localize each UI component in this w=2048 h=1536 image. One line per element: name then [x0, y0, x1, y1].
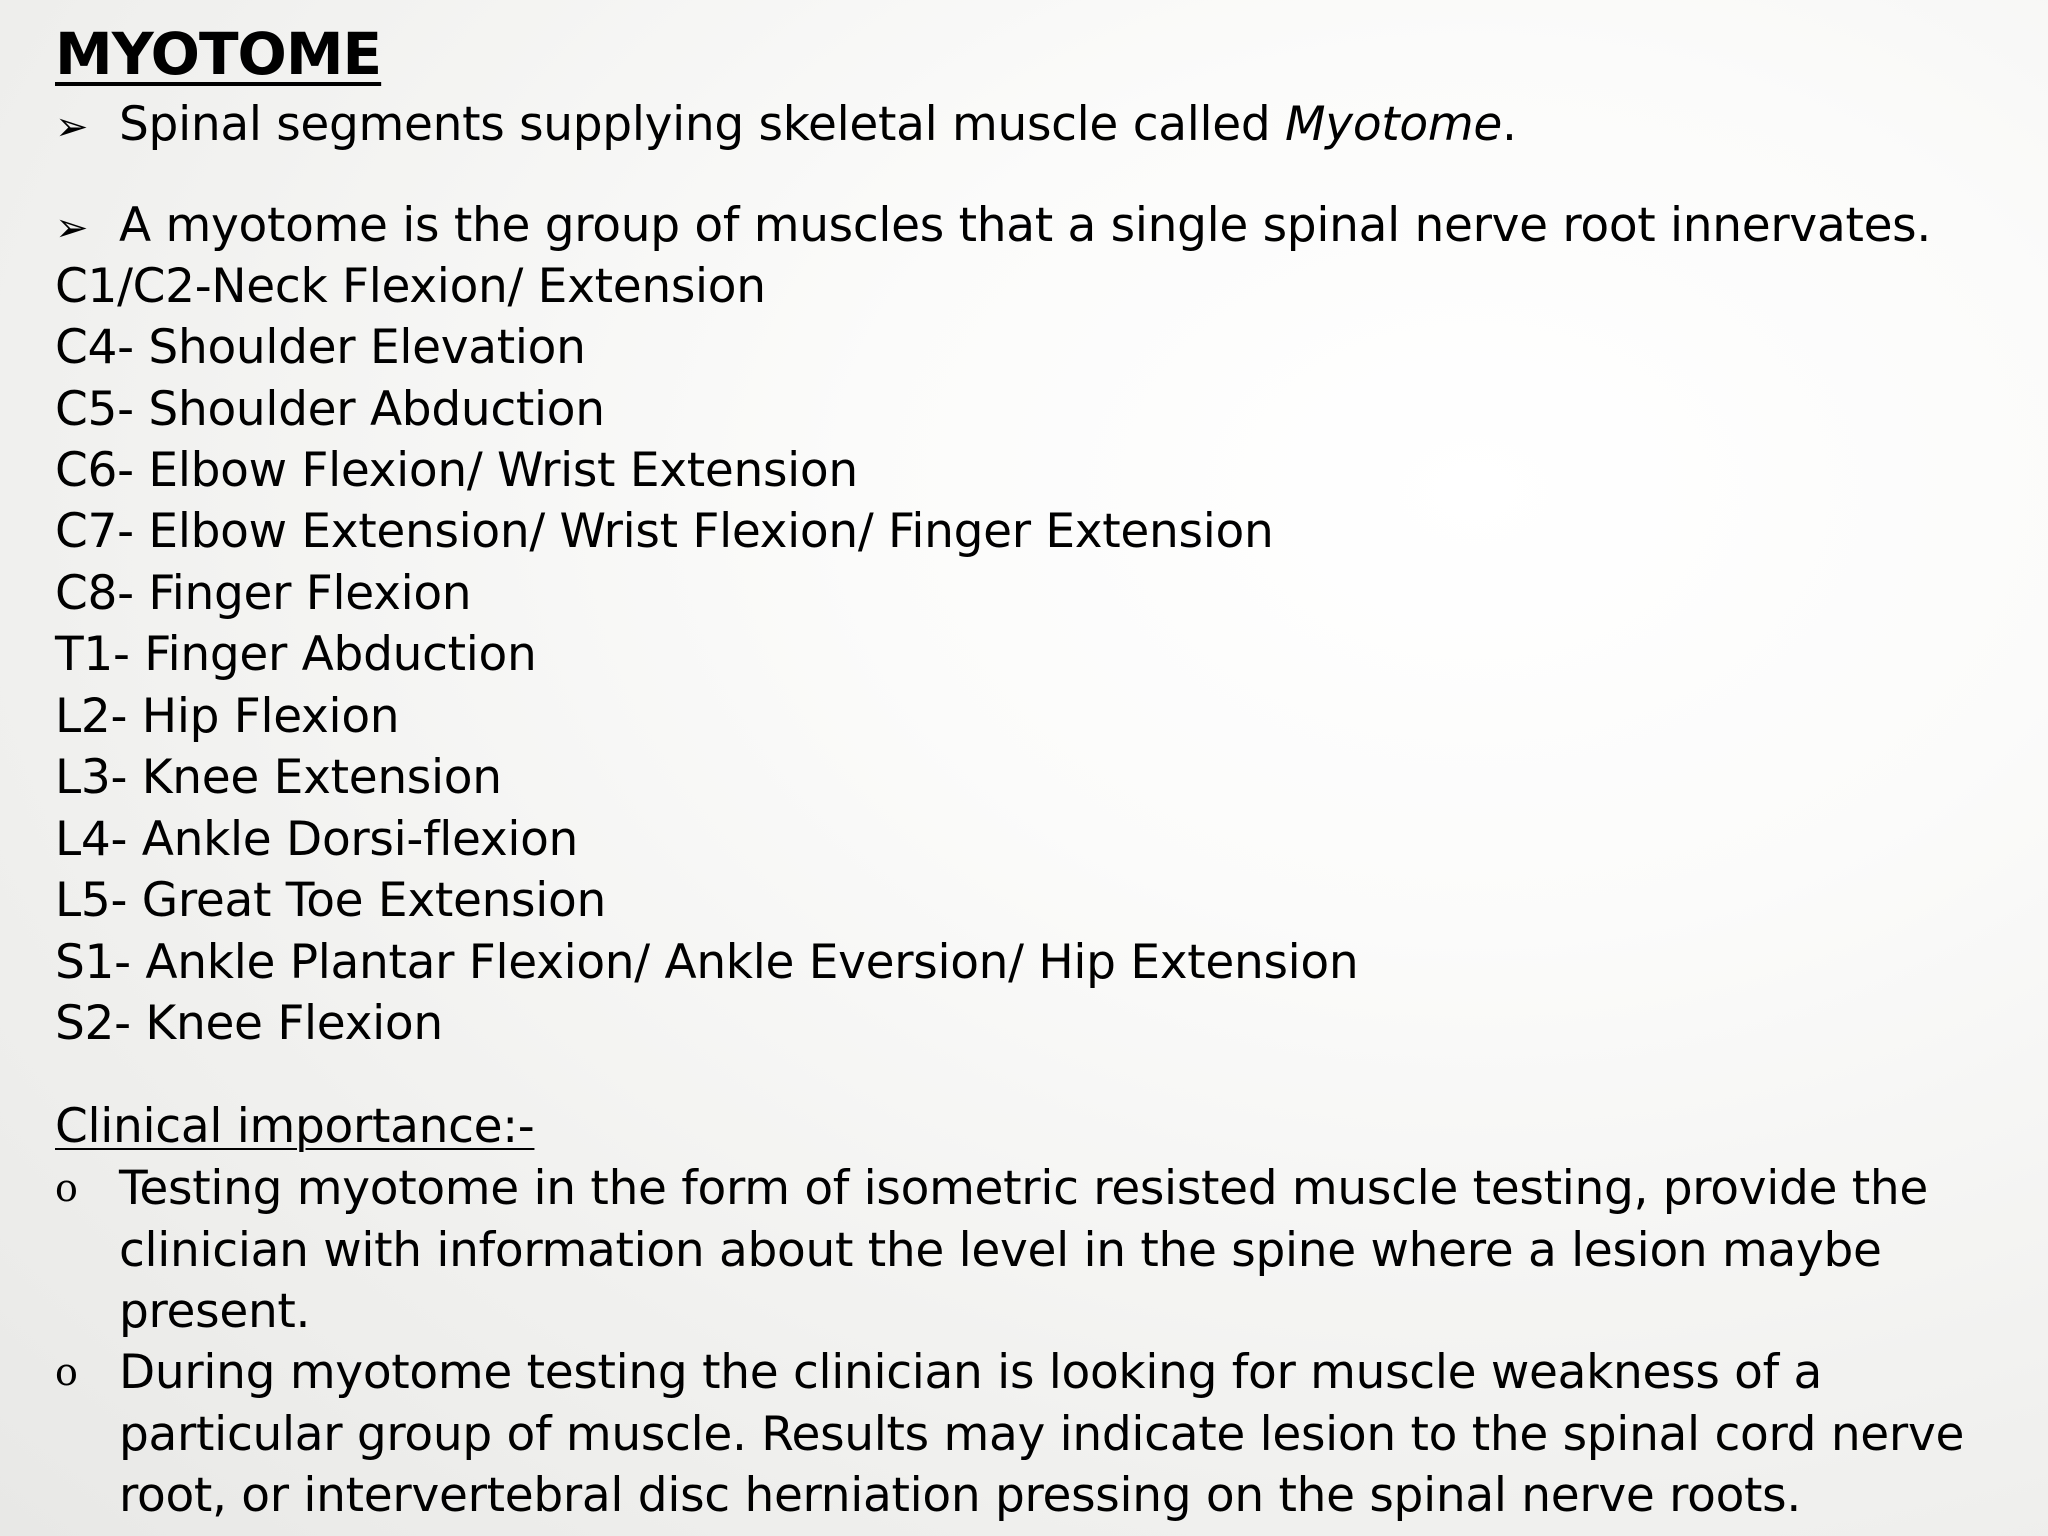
intro-text: A myotome is the group of muscles that a single spinal nerve root innervates.: [119, 198, 1932, 253]
circle-bullet-icon: o: [55, 1166, 78, 1210]
myotome-item: L2- Hip Flexion: [55, 689, 400, 744]
myotome-item: C4- Shoulder Elevation: [55, 320, 586, 375]
clinical-importance-heading: Clinical importance:-: [55, 1099, 535, 1154]
myotome-item: S1- Ankle Plantar Flexion/ Ankle Eversion/ Hip Extension: [55, 935, 1359, 990]
myotome-item: L3- Knee Extension: [55, 750, 502, 805]
myotome-item: C6- Elbow Flexion/ Wrist Extension: [55, 443, 858, 498]
arrow-bullet-icon: ➢: [55, 205, 89, 251]
myotome-item: C5- Shoulder Abduction: [55, 382, 605, 437]
clinical-point: Testing myotome in the form of isometric resisted muscle testing, provide the clinician with information about the level in the spine where a lesion maybe present.: [119, 1161, 1929, 1339]
intro-text: Spinal segments supplying skeletal muscle called: [119, 97, 1286, 152]
circle-bullet-icon: o: [55, 1350, 78, 1394]
intro-point-definition: [55, 95, 1517, 157]
myotome-item: S2- Knee Flexion: [55, 996, 443, 1051]
clinical-point: During myotome testing the clinician is looking for muscle weakness of a particular group of muscle. Results may indicate lesion to the spinal cord nerve root, or intervertebral disc herniation pressing on the spinal nerve roots.: [119, 1345, 1965, 1523]
myotome-term: Myotome: [1285, 97, 1502, 152]
myotome-item: T1- Finger Abduction: [55, 627, 537, 682]
myotome-item: C7- Elbow Extension/ Wrist Flexion/ Finger Extension: [55, 504, 1274, 559]
myotome-item: L5- Great Toe Extension: [55, 873, 606, 928]
myotome-item: L4- Ankle Dorsi-flexion: [55, 812, 579, 867]
intro-point-group: [55, 196, 1931, 258]
myotome-item: C8- Finger Flexion: [55, 566, 472, 621]
slide-title: MYOTOME: [55, 20, 382, 88]
intro-text-end: .: [1501, 97, 1517, 152]
arrow-bullet-icon: ➢: [55, 104, 89, 150]
myotome-item: C1/C2-Neck Flexion/ Extension: [55, 259, 766, 314]
